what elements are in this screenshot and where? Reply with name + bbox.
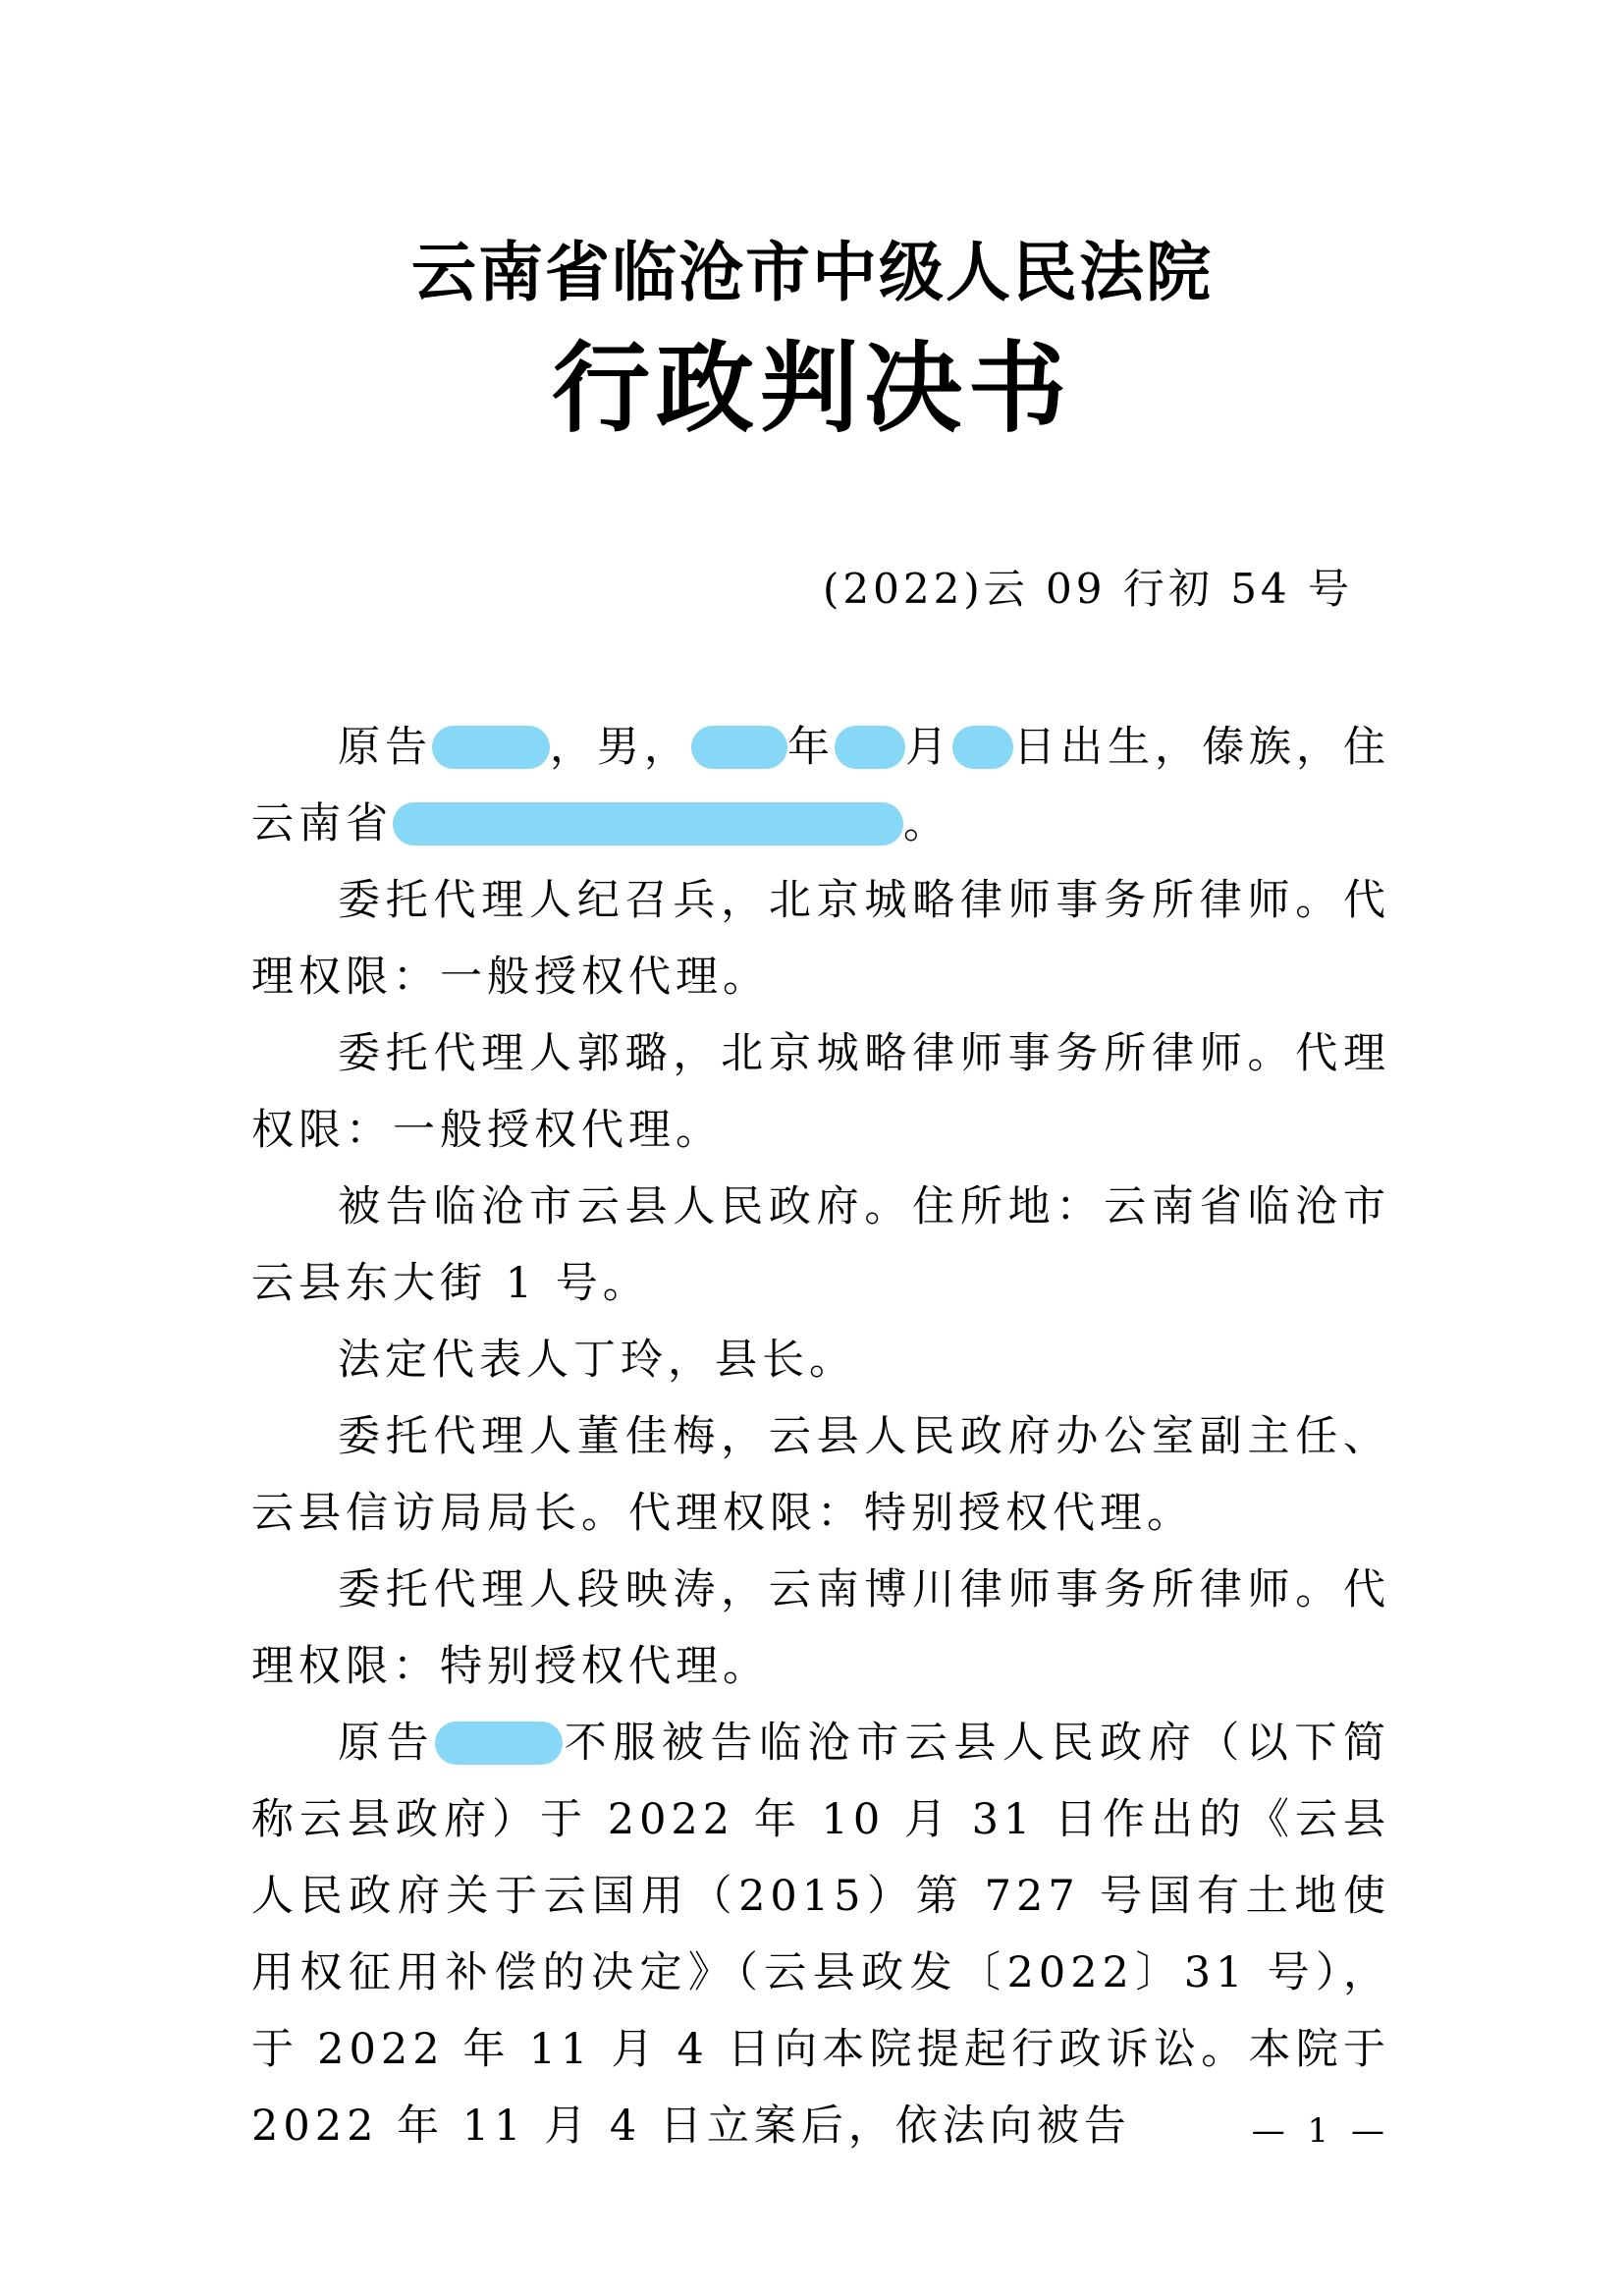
redacted-birth-year [691,726,787,769]
defendant-agent-1: 委托代理人董佳梅，云县人民政府办公室副主任、云县信访局局长。代理权限：特别授权代理。 [251,1412,1390,1538]
plaintiff-text-1: ，男， [550,723,691,772]
plaintiff-agent-2: 委托代理人郭璐，北京城略律师事务所律师。代理权限：一般授权代理。 [251,1029,1390,1155]
plaintiff-prefix: 原告 [338,723,432,772]
legal-representative: 法定代表人丁玲，县长。 [338,1336,856,1385]
background-prefix: 原告 [338,1719,436,1768]
plaintiff-agent-1: 委托代理人纪召兵，北京城略律师事务所律师。代理权限：一般授权代理。 [251,876,1390,1002]
defendant-paragraph: 被告临沧市云县人民政府。住所地：云南省临沧市云县东大街 1 号。 [251,1182,1390,1308]
plaintiff-text-3: 月 [905,723,952,772]
background-text: 不服被告临沧市云县人民政府（以下简称云县政府）于 2022 年 10 月 31 日作出的《云县人民政府关于云国用（2015）第 727 号国有土地使用权征用补偿的决定》（云县政发〔2022〕31 号），于 2022 年 11 月 4 日向本院提起行政诉讼。本院于 2022 年 11 月 4 日立案后，依法向被告 [251,1719,1391,2151]
redacted-address [393,802,903,846]
document-type-title: 行政判决书 [552,330,1072,446]
court-name: 云南省临沧市中级人民法院 [411,234,1213,310]
case-number: (2022)云 09 行初 54 号 [823,565,1353,613]
redacted-birth-day [952,726,1013,769]
plaintiff-text-4: 日出生，傣族，住云南省 [251,723,1390,848]
judgment-body [251,709,1390,2164]
redacted-birth-month [835,726,905,769]
plaintiff-text-2: 年 [787,723,835,772]
defendant-agent-2: 委托代理人段映涛，云南博川律师事务所律师。代理权限：特别授权代理。 [251,1565,1390,1691]
case-background-paragraph [251,1705,1390,2164]
plaintiff-text-5: 。 [903,799,950,848]
plaintiff-paragraph [251,709,1390,862]
redacted-name [435,1721,563,1765]
redacted-name [432,726,550,769]
page-number: — 1 — [1251,2111,1390,2151]
